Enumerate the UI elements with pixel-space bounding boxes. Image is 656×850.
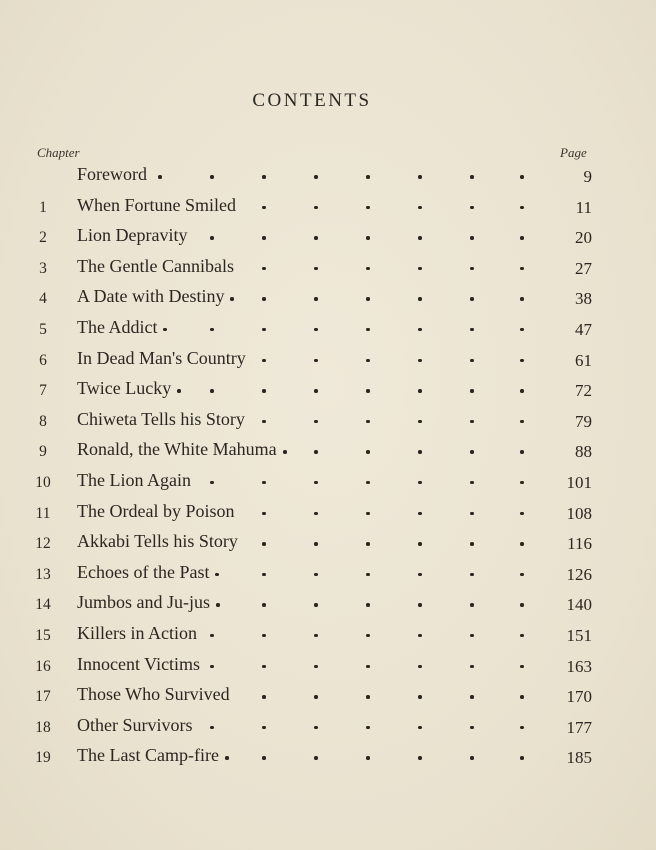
leader-dot — [366, 389, 370, 393]
leader-dot — [418, 756, 422, 760]
chapter-number: 9 — [39, 443, 47, 461]
leader-dot — [520, 450, 524, 454]
toc-entry — [0, 285, 656, 316]
chapter-number: 6 — [39, 351, 47, 369]
leader-dot — [418, 665, 422, 669]
leader-dot — [366, 695, 370, 699]
leader-dot — [314, 206, 318, 210]
leader-dot — [262, 665, 266, 669]
leader-dot — [520, 175, 524, 179]
page-number: 88 — [575, 442, 592, 462]
chapter-number: 7 — [39, 382, 47, 400]
leader-dot — [366, 726, 370, 730]
leader-dot — [177, 389, 181, 393]
chapter-title: The Ordeal by Poison — [77, 500, 235, 521]
page-number: 151 — [566, 625, 592, 645]
leader-dot — [418, 297, 422, 301]
page-column-header: Page — [560, 145, 587, 160]
leader-dot — [470, 695, 474, 699]
toc-entry — [0, 530, 656, 561]
leader-dot — [470, 175, 474, 179]
chapter-number: 8 — [39, 412, 47, 430]
leader-dot — [470, 206, 474, 210]
chapter-number: 14 — [35, 596, 51, 614]
chapter-title: Foreword — [77, 164, 147, 184]
leader-dot — [210, 726, 214, 730]
page-title: CONTENTS — [252, 90, 372, 111]
toc-entry — [0, 744, 656, 775]
page-number: 101 — [566, 472, 592, 492]
chapter-title: Chiweta Tells his Story — [77, 408, 245, 429]
leader-dot — [262, 512, 266, 516]
leader-dot — [520, 573, 524, 577]
leader-dot — [262, 756, 266, 760]
chapter-title: Akkabi Tells his Story — [77, 531, 238, 552]
page-number: 140 — [566, 595, 592, 615]
leader-dot — [366, 267, 370, 271]
leader-dot — [314, 389, 318, 393]
chapter-number: 12 — [35, 535, 51, 553]
page-number: 47 — [575, 319, 592, 339]
toc-entry — [0, 255, 656, 286]
leader-dot — [418, 542, 422, 546]
leader-dot — [262, 267, 266, 271]
leader-dot — [366, 236, 370, 240]
leader-dot — [418, 175, 422, 179]
leader-dot — [163, 328, 167, 332]
chapter-title: Ronald, the White Mahuma — [77, 439, 277, 460]
leader-dot — [158, 175, 162, 179]
leader-dot — [418, 236, 422, 240]
chapter-number: 3 — [39, 259, 47, 277]
leader-dot — [520, 634, 524, 638]
leader-dot — [520, 726, 524, 730]
leader-dot — [418, 206, 422, 210]
dot-leader — [0, 206, 656, 210]
dot-leader — [0, 450, 656, 454]
leader-dot — [418, 573, 422, 577]
leader-dot — [470, 665, 474, 669]
dot-leader — [0, 512, 656, 516]
chapter-number: 4 — [39, 290, 47, 308]
dot-leader — [0, 359, 656, 363]
leader-dot — [210, 481, 214, 485]
toc-entry — [0, 224, 656, 255]
dot-leader — [0, 267, 656, 271]
toc-entry — [0, 316, 656, 347]
leader-dot — [366, 481, 370, 485]
chapter-column-header: Chapter — [37, 145, 80, 160]
leader-dot — [366, 665, 370, 669]
chapter-title: The Lion Again — [77, 469, 191, 490]
leader-dot — [418, 450, 422, 454]
leader-dot — [470, 634, 474, 638]
chapter-number: 1 — [39, 198, 47, 216]
chapter-title: Lion Depravity — [77, 225, 188, 246]
toc-entry — [0, 469, 656, 500]
leader-dot — [314, 267, 318, 271]
leader-dot — [418, 603, 422, 607]
dot-leader — [0, 236, 656, 240]
dot-leader — [0, 481, 656, 485]
leader-dot — [470, 267, 474, 271]
chapter-title: The Addict — [77, 316, 158, 337]
toc-entry — [0, 622, 656, 653]
leader-dot — [418, 512, 422, 516]
leader-dot — [366, 634, 370, 638]
leader-dot — [262, 634, 266, 638]
leader-dot — [262, 573, 266, 577]
dot-leader — [0, 389, 656, 393]
dot-leader — [0, 695, 656, 699]
leader-dot — [314, 726, 318, 730]
page-number: 163 — [566, 656, 592, 676]
leader-dot — [418, 634, 422, 638]
leader-dot — [366, 206, 370, 210]
leader-dot — [470, 328, 474, 332]
leader-dot — [262, 726, 266, 730]
leader-dot — [216, 603, 220, 607]
dot-leader — [0, 726, 656, 730]
toc-entry — [0, 591, 656, 622]
leader-dot — [314, 542, 318, 546]
chapter-title: When Fortune Smiled — [77, 194, 236, 215]
leader-dot — [366, 573, 370, 577]
leader-dot — [418, 420, 422, 424]
leader-dot — [366, 359, 370, 363]
leader-dot — [520, 236, 524, 240]
leader-dot — [262, 175, 266, 179]
leader-dot — [520, 389, 524, 393]
page-number: 72 — [575, 381, 592, 401]
toc-entry — [0, 194, 656, 225]
leader-dot — [470, 420, 474, 424]
leader-dot — [470, 603, 474, 607]
chapter-title: Jumbos and Ju-jus — [77, 592, 211, 613]
leader-dot — [366, 603, 370, 607]
page-number: 9 — [583, 167, 592, 186]
leader-dot — [314, 512, 318, 516]
toc-entry — [0, 653, 656, 684]
chapter-title: Other Survivors — [77, 714, 193, 735]
page-number: 170 — [566, 687, 592, 707]
page-number: 27 — [575, 258, 592, 278]
leader-dot — [520, 359, 524, 363]
leader-dot — [210, 175, 214, 179]
leader-dot — [262, 206, 266, 210]
chapter-number: 18 — [35, 718, 51, 736]
chapter-number: 15 — [35, 626, 51, 644]
leader-dot — [262, 236, 266, 240]
leader-dot — [418, 726, 422, 730]
leader-dot — [210, 389, 214, 393]
leader-dot — [470, 389, 474, 393]
leader-dot — [262, 481, 266, 485]
leader-dot — [314, 603, 318, 607]
page-number: 116 — [567, 534, 592, 554]
dot-leader — [0, 665, 656, 669]
leader-dot — [520, 267, 524, 271]
leader-dot — [520, 420, 524, 424]
leader-dot — [314, 665, 318, 669]
page-number: 185 — [566, 748, 592, 768]
leader-dot — [210, 236, 214, 240]
leader-dot — [470, 573, 474, 577]
leader-dot — [470, 236, 474, 240]
leader-dot — [418, 359, 422, 363]
page-number: 79 — [575, 411, 592, 431]
leader-dot — [366, 756, 370, 760]
leader-dot — [520, 665, 524, 669]
leader-dot — [470, 726, 474, 730]
page-number: 61 — [575, 350, 592, 370]
table-of-contents — [0, 163, 656, 775]
page-number: 108 — [566, 503, 592, 523]
page-number: 177 — [566, 717, 592, 737]
leader-dot — [262, 420, 266, 424]
leader-dot — [470, 512, 474, 516]
leader-dot — [520, 328, 524, 332]
leader-dot — [520, 756, 524, 760]
leader-dot — [418, 267, 422, 271]
leader-dot — [366, 420, 370, 424]
leader-dot — [418, 389, 422, 393]
leader-dot — [210, 328, 214, 332]
leader-dot — [262, 695, 266, 699]
leader-dot — [262, 389, 266, 393]
leader-dot — [470, 450, 474, 454]
chapter-title: Echoes of the Past — [77, 561, 210, 582]
leader-dot — [418, 481, 422, 485]
leader-dot — [314, 756, 318, 760]
leader-dot — [418, 328, 422, 332]
leader-dot — [314, 450, 318, 454]
page-number: 38 — [575, 289, 592, 309]
dot-leader — [0, 420, 656, 424]
leader-dot — [314, 328, 318, 332]
leader-dot — [520, 695, 524, 699]
toc-entry — [0, 500, 656, 531]
chapter-title: Those Who Survived — [77, 684, 230, 705]
leader-dot — [314, 573, 318, 577]
leader-dot — [210, 665, 214, 669]
leader-dot — [314, 420, 318, 424]
leader-dot — [520, 481, 524, 485]
leader-dot — [314, 695, 318, 699]
leader-dot — [366, 297, 370, 301]
chapter-title: Innocent Victims — [77, 653, 201, 674]
toc-entry — [0, 377, 656, 408]
toc-entry — [0, 683, 656, 714]
chapter-number: 16 — [35, 657, 51, 675]
leader-dot — [230, 297, 234, 301]
page-number: 11 — [575, 197, 592, 217]
chapter-title: The Gentle Cannibals — [77, 255, 234, 276]
leader-dot — [262, 297, 266, 301]
leader-dot — [470, 297, 474, 301]
leader-dot — [470, 542, 474, 546]
leader-dot — [520, 512, 524, 516]
dot-leader — [0, 573, 656, 577]
toc-entry — [0, 561, 656, 592]
leader-dot — [314, 359, 318, 363]
leader-dot — [520, 206, 524, 210]
chapter-number: 17 — [35, 688, 51, 706]
leader-dot — [314, 481, 318, 485]
toc-entry — [0, 163, 656, 194]
leader-dot — [520, 603, 524, 607]
leader-dot — [470, 481, 474, 485]
chapter-title: The Last Camp-fire — [77, 745, 219, 766]
leader-dot — [225, 756, 229, 760]
page-number: 20 — [575, 228, 592, 248]
dot-leader — [0, 297, 656, 301]
leader-dot — [470, 756, 474, 760]
chapter-title: Twice Lucky — [77, 378, 172, 399]
leader-dot — [418, 695, 422, 699]
dot-leader — [0, 175, 656, 179]
dot-leader — [0, 756, 656, 760]
leader-dot — [520, 542, 524, 546]
toc-entry — [0, 347, 656, 378]
chapter-number: 11 — [35, 504, 51, 522]
leader-dot — [283, 450, 287, 454]
leader-dot — [366, 328, 370, 332]
leader-dot — [366, 450, 370, 454]
leader-dot — [262, 328, 266, 332]
dot-leader — [0, 634, 656, 638]
leader-dot — [262, 542, 266, 546]
leader-dot — [210, 634, 214, 638]
dot-leader — [0, 542, 656, 546]
chapter-title: In Dead Man's Country — [77, 347, 246, 368]
chapter-number: 2 — [39, 229, 47, 247]
page-number: 126 — [566, 564, 592, 584]
leader-dot — [262, 359, 266, 363]
toc-entry — [0, 408, 656, 439]
leader-dot — [366, 542, 370, 546]
chapter-title: Killers in Action — [77, 622, 197, 643]
leader-dot — [314, 634, 318, 638]
chapter-number: 13 — [35, 565, 51, 583]
chapter-number: 10 — [35, 473, 51, 491]
chapter-title: A Date with Destiny — [77, 286, 225, 307]
chapter-number: 5 — [39, 320, 47, 338]
dot-leader — [0, 603, 656, 607]
leader-dot — [470, 359, 474, 363]
leader-dot — [314, 297, 318, 301]
leader-dot — [366, 175, 370, 179]
toc-entry — [0, 438, 656, 469]
leader-dot — [262, 603, 266, 607]
chapter-number: 19 — [35, 749, 51, 767]
leader-dot — [215, 573, 219, 577]
leader-dot — [366, 512, 370, 516]
leader-dot — [520, 297, 524, 301]
dot-leader — [0, 328, 656, 332]
leader-dot — [314, 175, 318, 179]
toc-entry — [0, 714, 656, 745]
leader-dot — [314, 236, 318, 240]
